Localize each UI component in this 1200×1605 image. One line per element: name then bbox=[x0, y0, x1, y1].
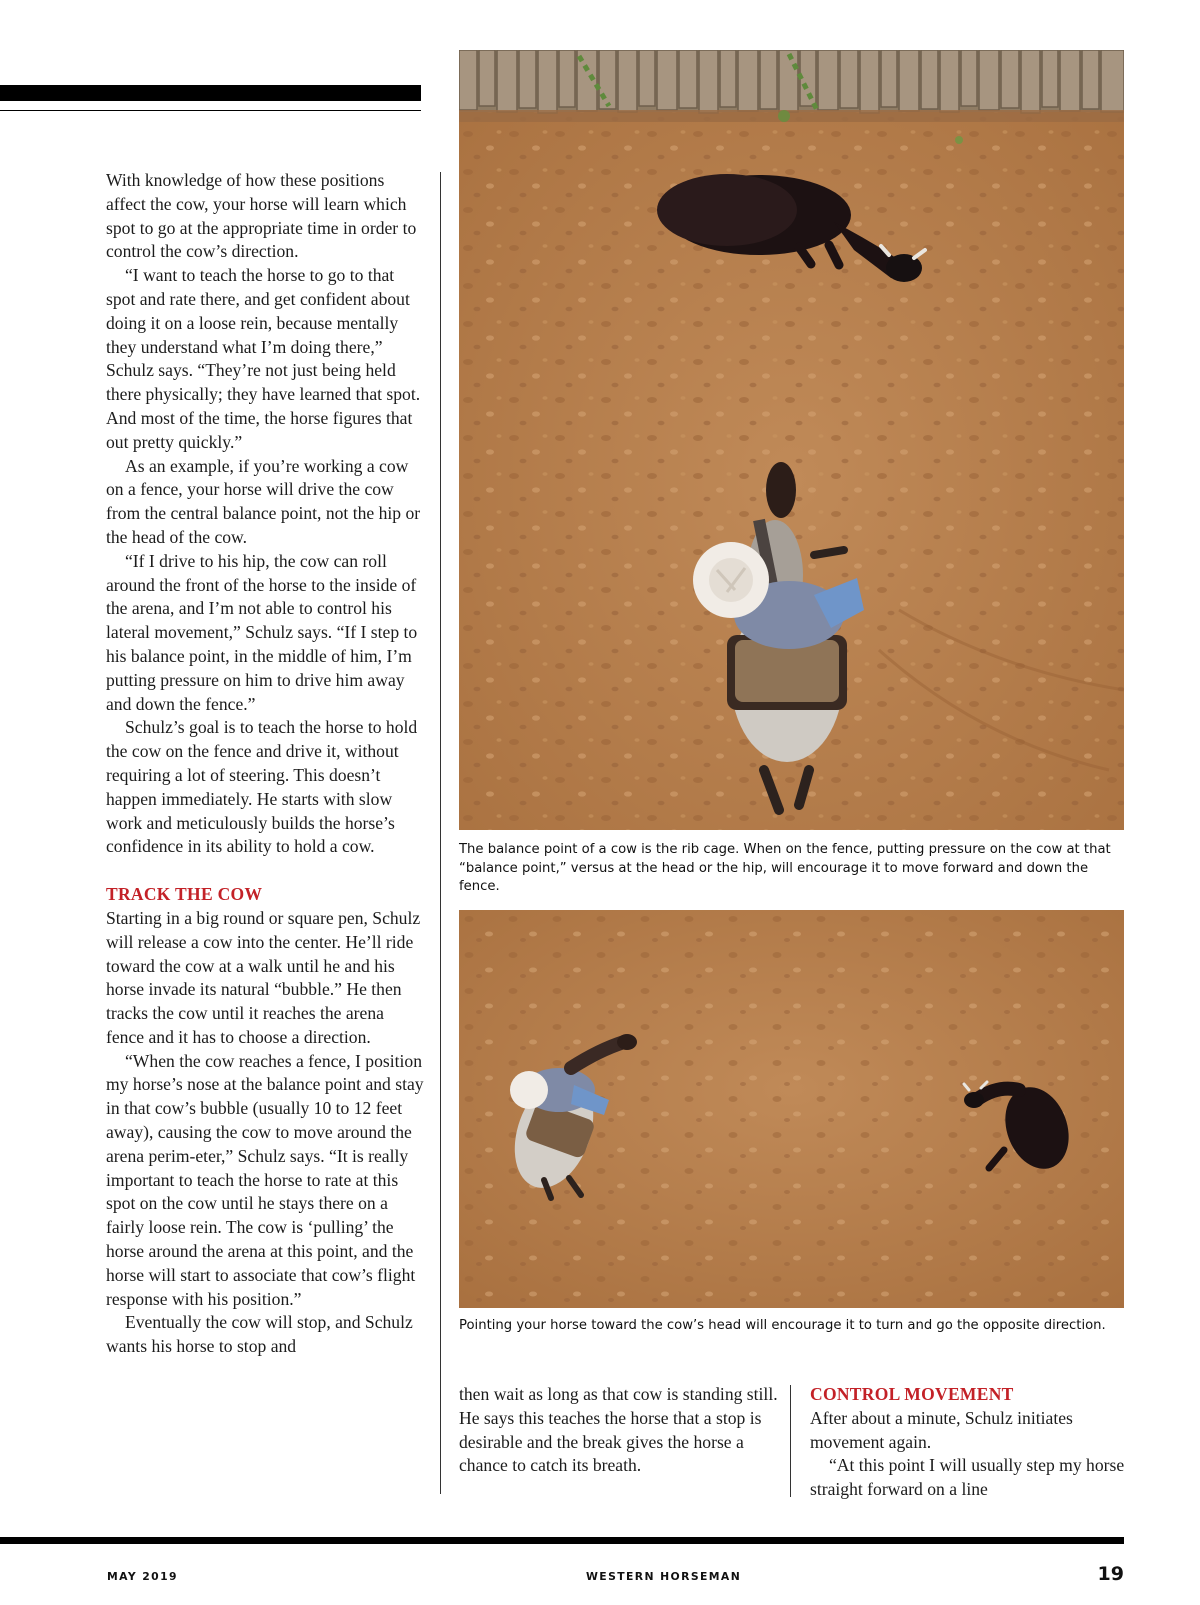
paragraph: As an example, if you’re working a cow on a fence, your horse will drive the cow from the central balance point, not the hip or the head of the cow. bbox=[106, 455, 421, 547]
page-number: 19 bbox=[1097, 1563, 1124, 1585]
footer-rule bbox=[0, 1537, 1124, 1544]
footer-issue-date: MAY 2019 bbox=[107, 1570, 178, 1583]
header-rule-thick bbox=[0, 85, 421, 101]
paragraph: then wait as long as that cow is standing still. He says this teaches the horse that a stop is desirable and the break gives the horse a chance to catch its breath. bbox=[459, 1384, 778, 1476]
paragraph: “At this point I will usually step my horse straight forward on a line bbox=[810, 1455, 1125, 1500]
paragraph: “I want to teach the horse to go to that spot and rate there, and get confident about doing it on a loose rein, because mentally they understand what I’m doing there,” Schulz says. “They’re not just being held there physically; they have learned that spot. And most of the time, the horse figures that out pretty quickly.” bbox=[106, 265, 421, 452]
article-column-2 bbox=[459, 1383, 779, 1478]
paragraph: Schulz’s goal is to teach the horse to hold the cow on the fence and drive it, without requiring a lot of steering. This doesn’t happen immediately. He starts with slow work and meticulously builds the horse’s confidence in its ability to hold a cow. bbox=[106, 717, 418, 857]
paragraph: Eventually the cow will stop, and Schulz wants his horse to stop and bbox=[106, 1312, 413, 1357]
section-heading-control-movement: CONTROL MOVEMENT bbox=[810, 1384, 1014, 1404]
paragraph: After about a minute, Schulz initiates movement again. bbox=[810, 1407, 1073, 1452]
photo-turn-cow bbox=[459, 910, 1124, 1308]
column-divider bbox=[440, 172, 441, 1494]
section-heading-track-the-cow: TRACK THE COW bbox=[106, 884, 263, 905]
paragraph: “When the cow reaches a fence, I position my horse’s nose at the balance point and stay in that cow’s bubble (usually 10 to 12 feet away), causing the cow to move around the arena perim-eter,” Schulz says. “It is really important to teach the horse to rate at this spot on the cow until he stays there on a fairly loose rein. The cow is ‘pulling’ the horse around the arena at this point, and the horse will start to associate that cow’s flight response with his position.” bbox=[106, 1050, 424, 1309]
paragraph: Starting in a big round or square pen, Schulz will release a cow into the center. He’ll ride toward the cow at a walk until he and his horse invade its natural “bubble.” He then tracks the cow until it reaches the arena fence and it has to choose a direction. bbox=[106, 907, 421, 1047]
photo-caption-2: Pointing your horse toward the cow’s head will encourage it to turn and go the opposite direction. bbox=[459, 1318, 1106, 1333]
column-divider-bottom bbox=[790, 1385, 791, 1497]
photo-balance-point bbox=[459, 50, 1124, 830]
header-rule-thin bbox=[0, 110, 421, 111]
footer-publication-name: WESTERN HORSEMAN bbox=[586, 1570, 742, 1583]
article-column-1 bbox=[106, 169, 424, 1359]
article-column-3 bbox=[810, 1383, 1130, 1502]
paragraph: “If I drive to his hip, the cow can roll around the front of the horse to the inside of the arena, and I’m not able to control his lateral movement,” Schulz says. “If I step to his balance point, in the middle of him, I’m putting pressure on him to drive him away and down the fence.” bbox=[106, 550, 418, 714]
paragraph: With knowledge of how these positions affect the cow, your horse will learn which spot to go at the appropriate time in order to control the cow’s direction. bbox=[106, 170, 417, 262]
photo-caption-1: The balance point of a cow is the rib cage. When on the fence, putting pressure on the cow at that “balance point,” versus at the head or the hip, will encourage it to move forward and down the fence. bbox=[459, 842, 1111, 895]
